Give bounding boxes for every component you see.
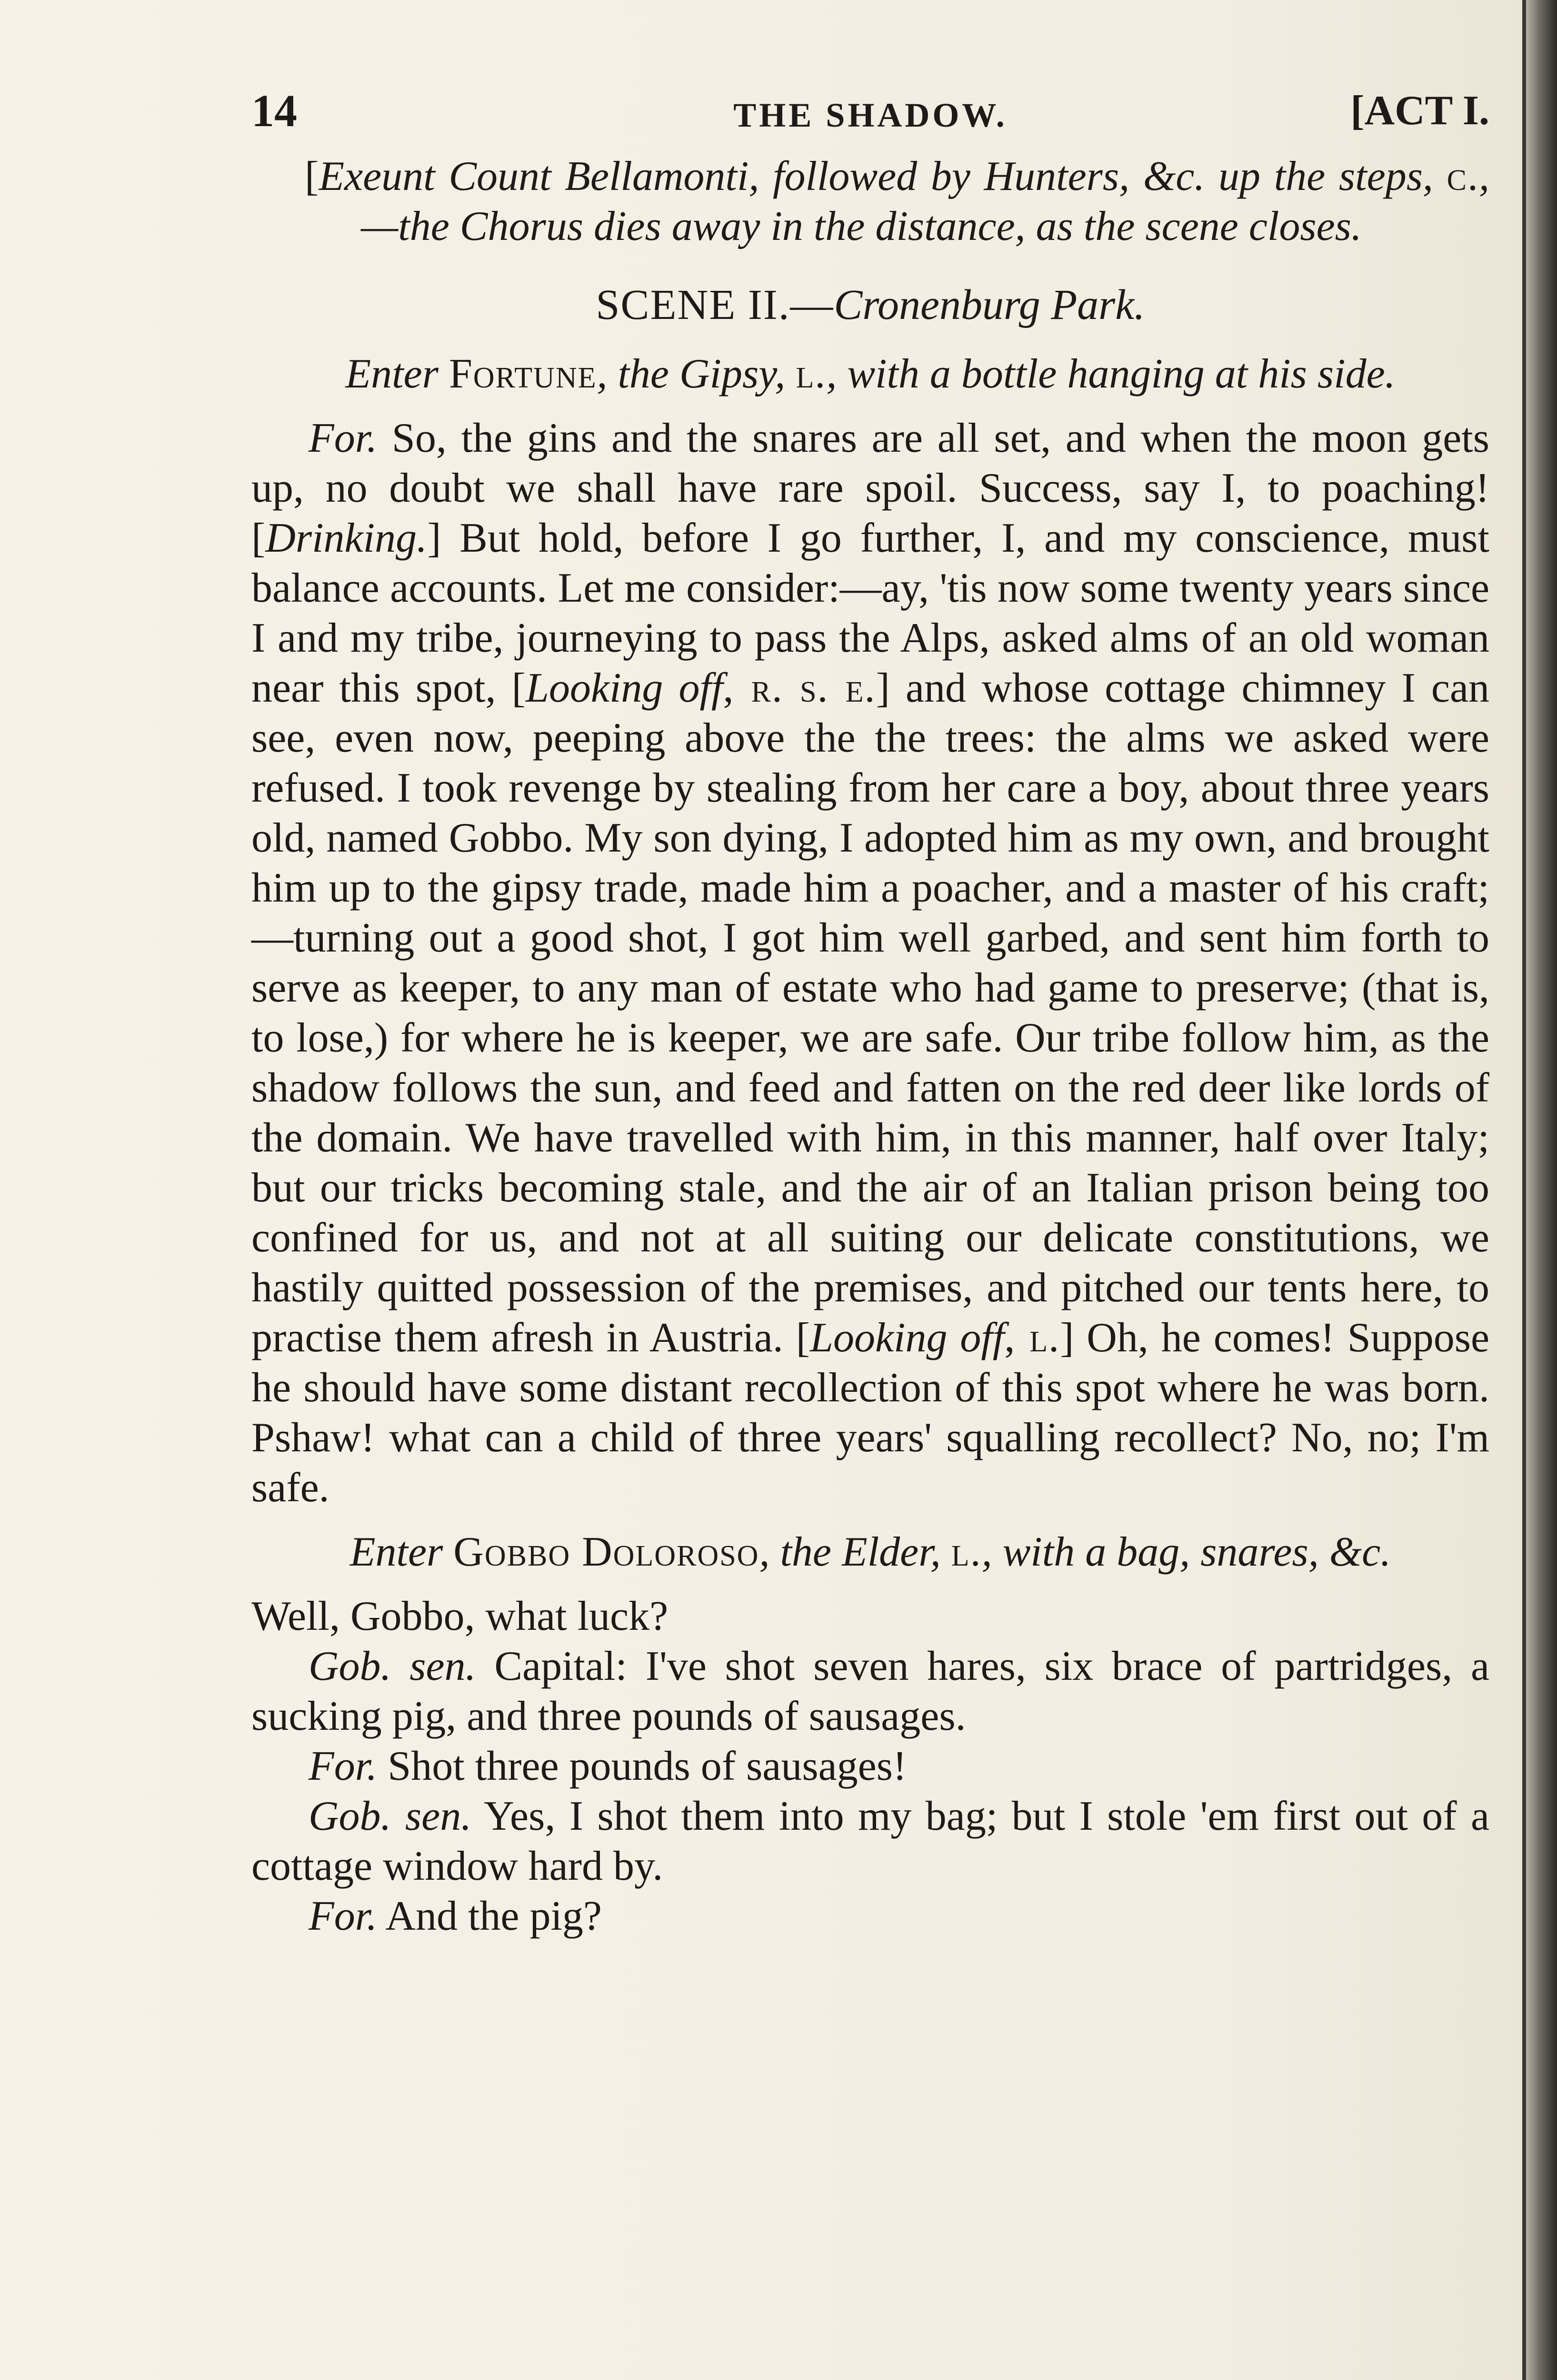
dialogue-line xyxy=(251,1891,1489,1941)
stage-direction-inline: Drinking. xyxy=(265,515,428,561)
enter-word: Enter xyxy=(345,351,449,397)
speech-text-3: ] and whose cottage chimney I can see, even now, peeping above the the trees: the alms we asked were refused. I took revenge by stealing from her care a boy, about three years old, named Gobbo. My son dying, I adopted him as my own, and brought him up to the gipsy trade, made him a poacher, and a master of his craft;—turning out a good shot, I got him well garbed, and sent him forth to serve as keeper, to any man of estate who had game to preserve; (that is, to lose,) for where he is keeper, we are safe. Our tribe follow him, as the shadow follows the sun, and feed and fatten on the red deer like lords of the domain. We have travelled with him, in this manner, half over Italy; but our tricks becoming stale, and the air of an Italian prison being too confined for us, and not at all suiting our delicate constitutions, we hastily quitted possession of the premises, and pitched our tents here, to practise them afresh in Austria. [ xyxy=(251,665,1490,1361)
book-binding xyxy=(1526,0,1557,2380)
scene-heading xyxy=(251,280,1489,330)
entrance-text-a: , the Elder, xyxy=(759,1529,951,1575)
dialogue-text: And the pig? xyxy=(377,1893,602,1939)
speaker-name: For. xyxy=(309,415,378,461)
direction-abbr: c. xyxy=(1447,153,1479,199)
dialogue-text: Shot three pounds of sausages! xyxy=(377,1743,907,1789)
character-name: Gobbo Doloroso xyxy=(453,1529,759,1575)
entrance-text-a: , the Gipsy, xyxy=(597,351,796,397)
entrance-abbr: l. xyxy=(951,1529,982,1575)
dialogue-line xyxy=(251,1741,1489,1791)
speech-fortune xyxy=(251,413,1489,1513)
scene-label: SCENE II.— xyxy=(596,281,834,328)
running-title: THE SHADOW. xyxy=(733,96,1008,134)
page-content xyxy=(251,86,1489,1941)
speaker-name: For. xyxy=(309,1893,378,1939)
stage-direction-abbr: , r. s. e. xyxy=(723,665,876,711)
running-header xyxy=(251,86,1489,143)
bracket: [ xyxy=(305,153,319,199)
direction-text-a: Exeunt Count Bellamonti, followed by Hunters, &c. up the steps, xyxy=(319,153,1447,199)
entrance-text-b: , with a bottle hanging at his side. xyxy=(826,351,1396,397)
stage-direction-inline: Looking off xyxy=(525,665,723,711)
direction-text-b: ,—the Chorus dies away in the distance, as the scene closes. xyxy=(361,153,1489,249)
dialogue-text: Well, Gobbo, what luck? xyxy=(251,1593,669,1639)
entrance-fortune xyxy=(251,349,1489,399)
entrance-gobbo xyxy=(251,1527,1489,1577)
entrance-abbr: l. xyxy=(796,351,827,397)
act-marker: [ACT I. xyxy=(1350,88,1489,134)
speech-text-2: ] But hold, before I go further, I, and my conscience, must balance accounts. Let me consider:—ay, 'tis now some twenty years since I and my tribe, journeying to pass the Alps, asked alms of an old woman near this spot, [ xyxy=(251,515,1489,711)
scene-place: Cronenburg Park. xyxy=(834,281,1145,328)
opening-stage-direction xyxy=(251,151,1489,251)
stage-direction-inline: Looking off xyxy=(810,1315,1005,1361)
dialogue-text: Capital: I've shot seven hares, six brace of partridges, a sucking pig, and three pounds of sausages. xyxy=(251,1643,1490,1739)
speaker-name: For. xyxy=(309,1743,378,1789)
dialogue-line xyxy=(251,1641,1489,1741)
dialogue-line xyxy=(251,1791,1489,1891)
entrance-text-b: , with a bag, snares, &c. xyxy=(981,1529,1391,1575)
enter-word: Enter xyxy=(349,1529,454,1575)
character-name: Fortune xyxy=(449,351,597,397)
speaker-name: Gob. sen. xyxy=(309,1643,476,1689)
page-number: 14 xyxy=(251,85,297,136)
page-edge-line xyxy=(1522,0,1526,2380)
speech-text-1: So, the gins and the snares are all set, and when the moon gets up, no doubt we shall have rare spoil. Success, say I, to poaching! [ xyxy=(251,415,1489,561)
dialogue-line xyxy=(251,1591,1489,1641)
speech-text-4: ] Oh, he comes! Suppose he should have some distant recollection of this spot where he was born. Pshaw! what can a child of three years' squalling recollect? No, no; I'm safe. xyxy=(251,1315,1489,1511)
speaker-name: Gob. sen. xyxy=(309,1793,472,1839)
stage-direction-abbr: , l. xyxy=(1004,1315,1060,1361)
dialogue-text: Yes, I shot them into my bag; but I stole 'em first out of a cottage window hard by. xyxy=(251,1793,1490,1889)
